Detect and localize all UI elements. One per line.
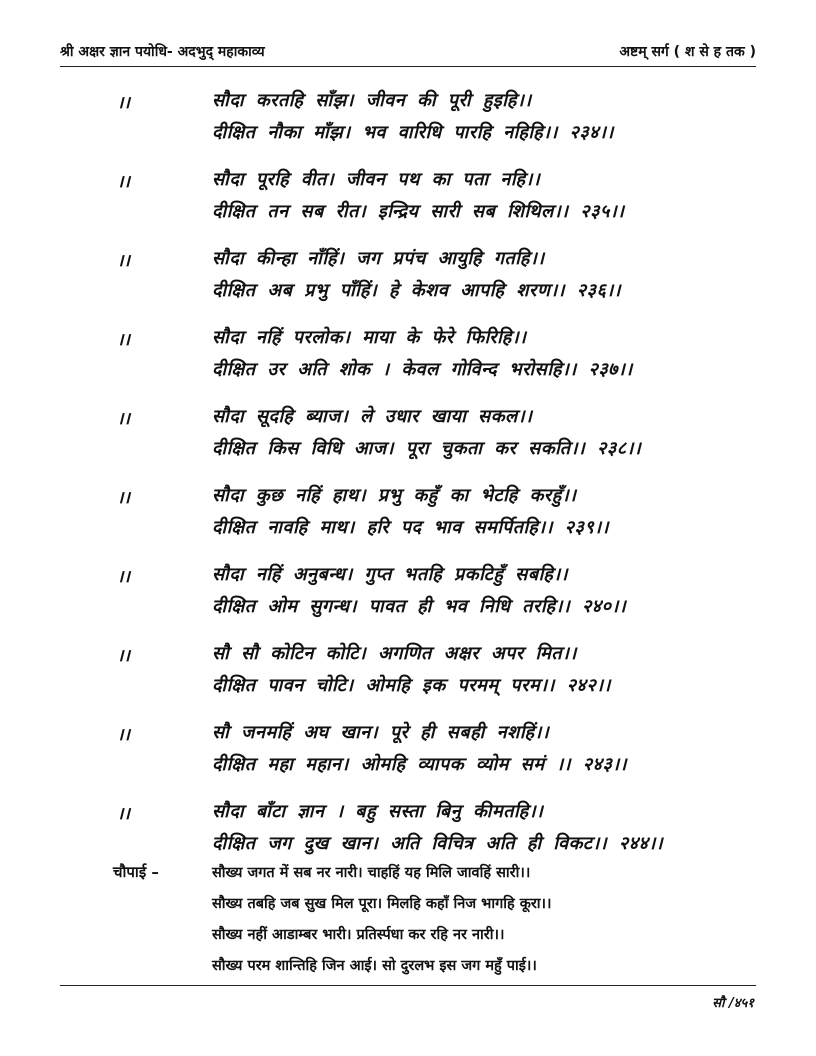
verse-line-1: सौदा करतहि साँझ। जीवन की पूरी हुइहि।। [212,90,532,111]
verse-line-2: दीक्षित किस विधि आज। पूरा चुकता कर सकति।। २३८।। [212,438,642,459]
verse-mark: ।। [117,330,130,350]
verse-stanza [0,163,816,242]
verse-line-2: दीक्षित नावहि माथ। हरि पद भाव समर्पितहि।। २३९।। [212,517,609,538]
chaupai-line: सौख्य नहीं आडाम्बर भारी। प्रतिर्स्पधा कर रहि नर नारी।। [212,927,505,943]
verse-mark: ।। [117,725,130,745]
verse-mark: ।। [117,646,130,666]
verse-line-1: सौदा कीन्हा नाँहिं। जग प्रपंच आयुहि गतहि।। [212,248,545,269]
verse-mark: ।। [117,804,130,824]
verse-stanza [0,84,816,163]
verse-line-1: सौ जनमहिं अघ खान। पूरे ही सबही नशहिं।। [212,722,550,743]
verse-stanza [0,716,816,795]
verse-stanza [0,400,816,479]
chaupai-line: सौख्य जगत में सब नर नारी। चाहहिं यह मिलि जावहिं सारी।। [212,865,531,881]
verse-line-1: सौदा बाँटा ज्ञान । बहु सस्ता बिनु कीमतहि।। [212,801,544,822]
verse-line-1: सौ सौ कोटिन कोटि। अगणित अक्षर अपर मित।। [212,643,577,664]
verse-stanza [0,637,816,716]
chaupai-line: सौख्य परम शान्तिहि जिन आई। सो दुरलभ इस जग महुँ पाई।। [212,958,537,974]
verse-line-1: सौदा कुछ नहिं हाथ। प्रभु कहुँ का भेटहि करहुँ।। [212,485,577,506]
verse-line-2: दीक्षित उर अति शोक । केवल गोविन्द भरोसहि।। २३७।। [212,359,633,380]
verse-stanza [0,242,816,321]
verse-mark: ।। [117,567,130,587]
verse-line-2: दीक्षित पावन चोटि। ओमहि इक परमम् परम।। २४२।। [212,675,611,696]
verse-line-1: सौदा नहिं अनुबन्ध। गुप्त भतहि प्रकटिहुँ सबहि।। [212,564,568,585]
page-number: सौ /४५१ [712,996,754,1011]
verse-stanza [0,479,816,558]
verse-mark: ।। [117,251,130,271]
verse-mark: ।। [117,409,130,429]
chapter-title: अष्टम् सर्ग ( श से ह तक ) [619,44,756,60]
verse-line-2: दीक्षित तन सब रीत। इन्द्रिय सारी सब शिथिल।। २३५।। [212,201,625,222]
chaupai-line: सौख्य तबहि जब सुख मिल पूरा। मिलहि कहाँ निज भागहि कूरा।। [212,896,552,912]
verse-stanza [0,321,816,400]
verse-mark: ।। [117,172,130,192]
verse-line-2: दीक्षित महा महान। ओमहि व्यापक व्योम समं ।। २४३।। [212,754,627,775]
verse-line-1: सौदा पूरहि वीत। जीवन पथ का पता नहि।। [212,169,541,190]
footer-divider [60,985,756,986]
verse-list [0,84,816,874]
verse-line-1: सौदा नहिं परलोक। माया के फेरे फिरिहि।। [212,327,527,348]
verse-line-1: सौदा सूदहि ब्याज। ले उधार खाया सकल।। [212,406,533,427]
verse-mark: ।। [117,93,130,113]
verse-line-2: दीक्षित नौका माँझ। भव वारिधि पारहि नहिहि।। २३४।। [212,122,614,143]
verse-line-2: दीक्षित जग दुख खान। अति विचित्र अति ही विकट।। २४४।। [212,833,664,854]
verse-line-2: दीक्षित अब प्रभु पाँहिं। हे केशव आपहि शरण।। २३६।। [212,280,621,301]
book-title: श्री अक्षर ज्ञान पयोधि- अदभुद् महाकाव्य [60,44,265,60]
header-divider [60,66,756,67]
page-header [60,42,756,64]
verse-stanza [0,558,816,637]
verse-mark: ।। [117,488,130,508]
chaupai-label: चौपाई – [113,863,159,881]
verse-line-2: दीक्षित ओम सुगन्ध। पावत ही भव निधि तरहि।। २४०।। [212,596,627,617]
